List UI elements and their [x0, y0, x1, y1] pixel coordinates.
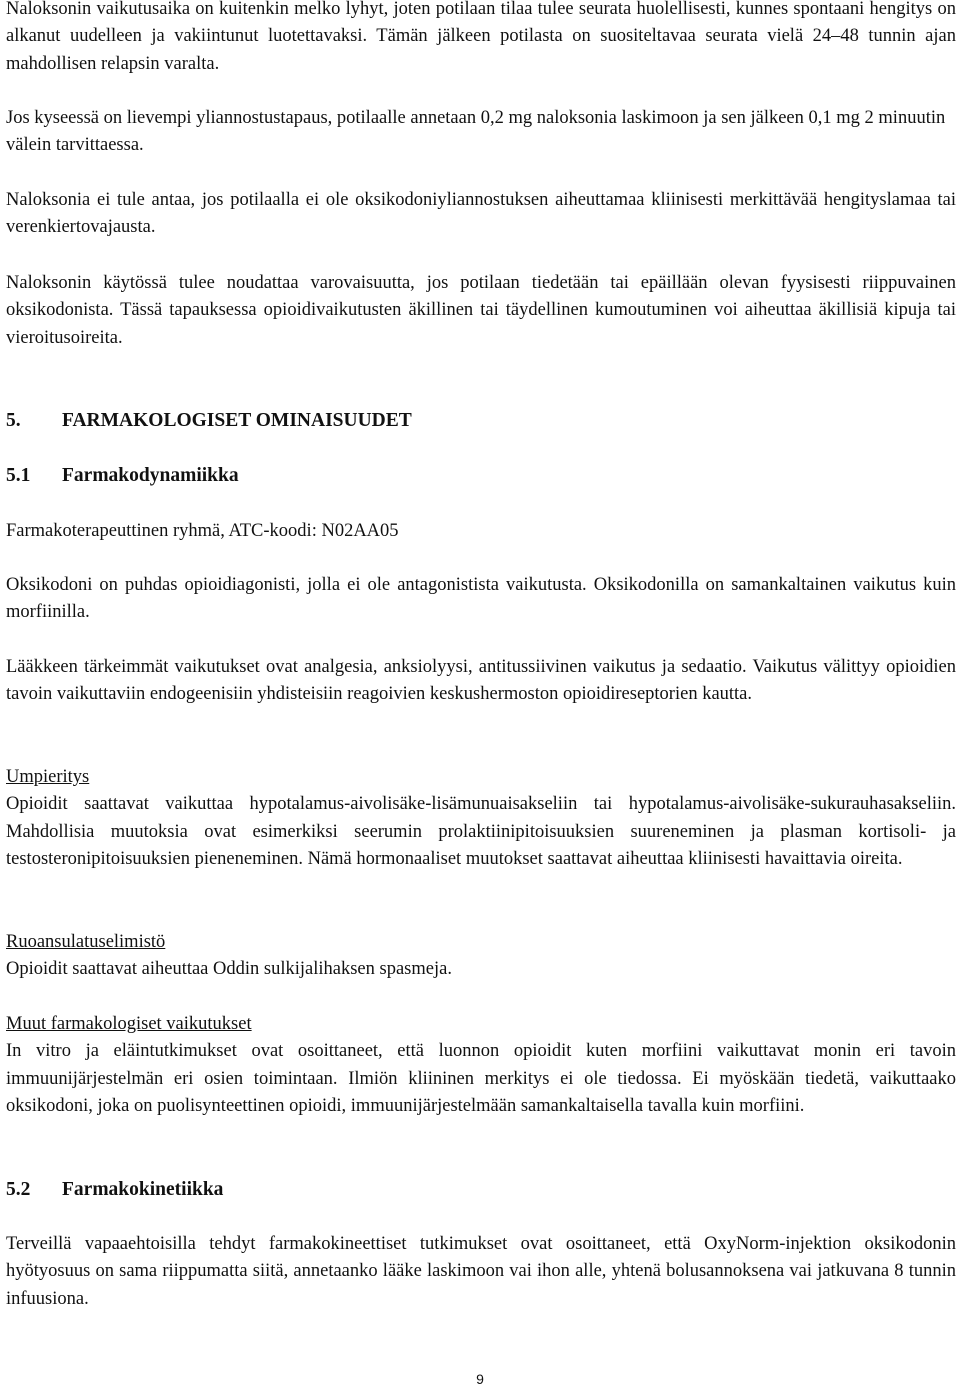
paragraph-naloxone-contraindication: Naloksonia ei tule antaa, jos potilaalla ei ole oksikodoniyliannostuksen aiheuttamaa kliinisesti merkittävää hengityslamaa tai verenkiertovajausta. [6, 190, 956, 238]
paragraph-mild-overdose: Jos kyseessä on lievempi yliannostustapaus, potilaalle annetaan 0,2 mg naloksonia laskimoon ja sen jälkeen 0,1 mg 2 minuutin välein tarvittaessa. [6, 108, 946, 156]
paragraph-naloxone-caution: Naloksonin käytössä tulee noudattaa varovaisuutta, jos potilaan tiedetään tai epäillään olevan fyysisesti riippuvainen oksikodonista. Tässä tapauksessa opioidivaikutusten äkillinen tai täydellinen kumoutuminen voi aiheuttaa äkillisiä kipuja tai vieroitusoireita. [6, 273, 956, 348]
section-title: FARMAKOLOGISET OMINAISUUDET [62, 410, 412, 431]
paragraph-pure-agonist: Oksikodoni on puhdas opioidiagonisti, jolla ei ole antagonistista vaikutusta. Oksikodonilla on samankaltainen vaikutus kuin morfiinilla. [6, 575, 956, 623]
subsection-umpieritys [6, 764, 956, 874]
subsection-muut-vaikutukset [6, 1011, 956, 1121]
subsection-ruoansulatus [6, 929, 956, 984]
subsection-text: Opioidit saattavat aiheuttaa Oddin sulkijalihaksen spasmeja. [6, 959, 452, 980]
section-heading-5 [6, 407, 412, 434]
section-number: 5.2 [6, 1179, 31, 1200]
section-title: Farmakokinetiikka [62, 1179, 224, 1200]
subsection-text: In vitro ja eläintutkimukset ovat osoittaneet, että luonnon opioidit kuten morfiini vaikuttavat monin eri tavoin immuunijärjestelmän eri osien toimintaan. Ilmiön kliininen merkitys ei ole tiedossa. Ei myöskään tiedetä, vaikuttaako oksikodoni, joka on puolisynteettinen opioidi, immuunijärjestelmään samankaltaisella tavalla kuin morfiini. [6, 1041, 956, 1117]
subsection-title: Muut farmakologiset vaikutukset [6, 1014, 252, 1034]
paragraph-atc-code: Farmakoterapeuttinen ryhmä, ATC-koodi: N02AA05 [6, 521, 399, 541]
subsection-title: Umpieritys [6, 767, 90, 787]
section-number: 5. [6, 410, 21, 431]
subsection-text: Opioidit saattavat vaikuttaa hypotalamus-aivolisäke-lisämunuaisakseliin tai hypotalamus-aivolisäke-sukurauhasakseliin. Mahdollisia muutoksia ovat esimerkiksi seerumin prolaktiinipitoisuuksien suureneminen ja plasman kortisoli- ja testosteronipitoisuuksien pieneneminen. Nämä hormonaaliset muutokset saattavat aiheuttaa kliinisesti havaittavia oireita. [6, 794, 956, 870]
page-number: 9 [476, 1371, 484, 1387]
section-heading-5-2 [6, 1176, 223, 1203]
subsection-title: Ruoansulatuselimistö [6, 932, 166, 952]
section-heading-5-1 [6, 462, 239, 489]
paragraph-naloxone-duration: Naloksonin vaikutusaika on kuitenkin melko lyhyt, joten potilaan tilaa tulee seurata huolellisesti, kunnes spontaani hengitys on alkanut uudelleen ja vakiintunut luotettavaksi. Tämän jälkeen potilasta on suositeltavaa seurata vielä 24–48 tunnin ajan mahdollisen relapsin varalta. [6, 0, 956, 74]
section-number: 5.1 [6, 465, 31, 486]
paragraph-main-effects: Lääkkeen tärkeimmät vaikutukset ovat analgesia, anksiolyysi, antitussiivinen vaikutus ja sedaatio. Vaikutus välittyy opioidien tavoin vaikuttaviin endogeenisiin yhdisteisiin reagoivien keskushermoston opioidireseptorien kautta. [6, 657, 956, 705]
section-title: Farmakodynamiikka [62, 465, 239, 486]
paragraph-pharmacokinetics: Terveillä vapaaehtoisilla tehdyt farmakokineettiset tutkimukset ovat osoittaneet, että OxyNorm-injektion oksikodonin hyötyosuus on sama riippumatta siitä, annetaanko lääke laskimoon vai ihon alle, yhtenä bolusannoksena vai jatkuvana 8 tunnin infuusiona. [6, 1234, 956, 1309]
